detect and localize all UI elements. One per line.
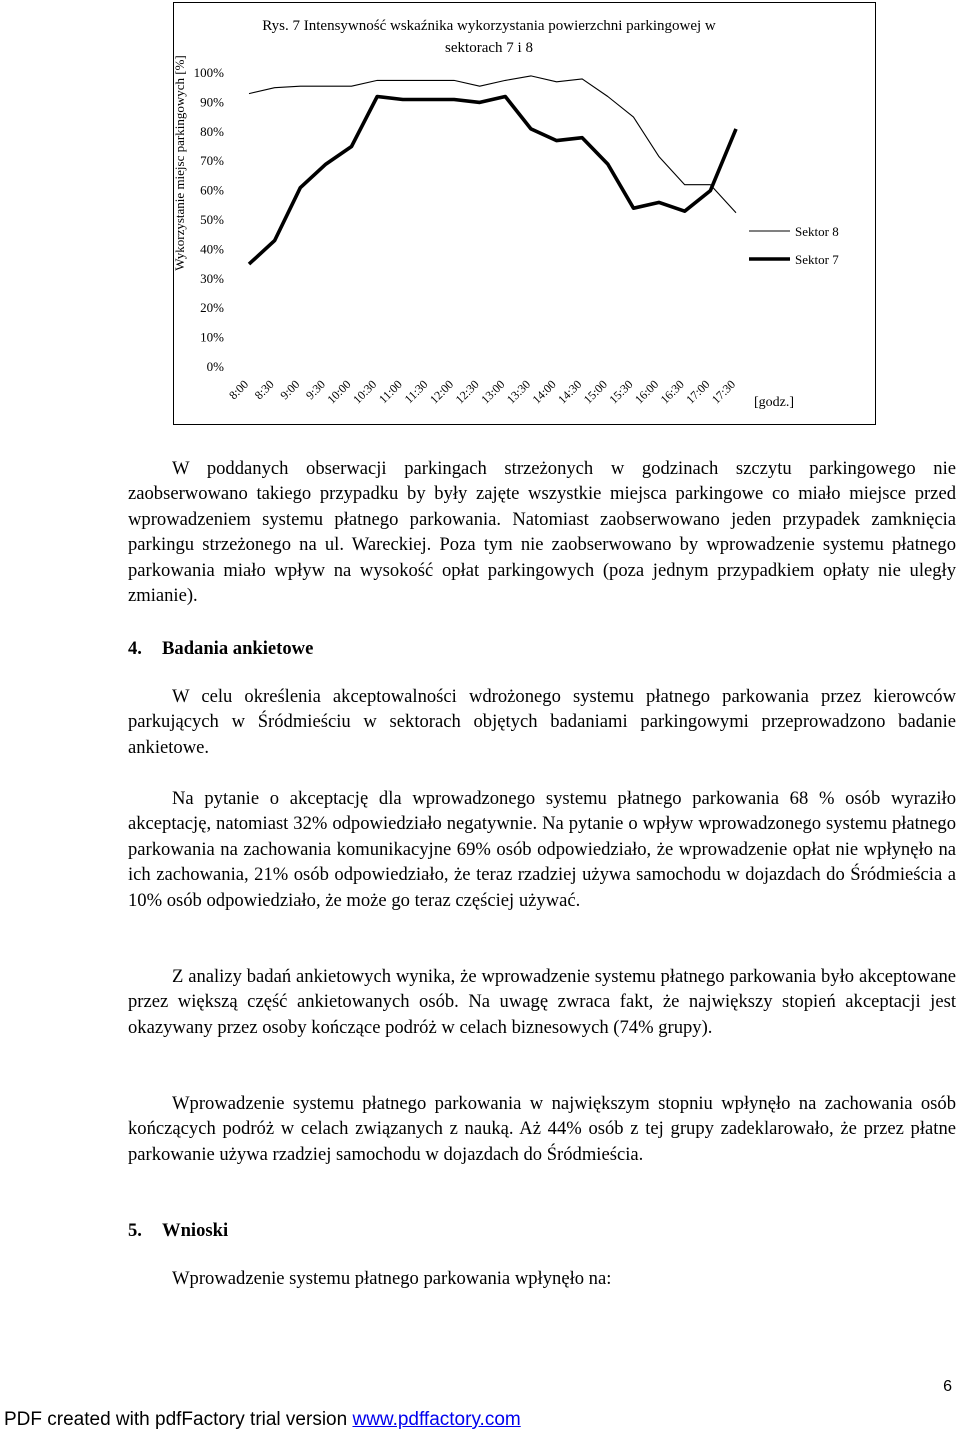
page-number: 6 bbox=[943, 1378, 952, 1395]
y-tick-label: 50% bbox=[200, 212, 224, 227]
chart-title-line-2: sektorach 7 i 8 bbox=[445, 40, 533, 56]
x-tick-label: 9:30 bbox=[303, 377, 329, 403]
y-tick-label: 70% bbox=[200, 153, 224, 169]
x-tick-label: 15:30 bbox=[606, 377, 636, 407]
section-title: Wnioski bbox=[162, 1220, 229, 1241]
x-tick-label: 16:30 bbox=[657, 377, 687, 407]
pdf-footer bbox=[4, 1409, 521, 1431]
paragraph-observations: W poddanych obserwacji parkingach strzeżonych w godzinach szczytu parkingowego nie zaobserwowano takiego przypadku by były zajęte wszystkie miejsca parkingowe co miało miejsce przed wprowadzeniem systemu płatnego parkowania. Natomiast zaobserwowano jeden przypadek zamknięcia parkingu strzeżonego na ul. Wareckiej. Poza tym nie zaobserwowano by wprowadzenie systemu płatnego parkowania miało wpływ na wysokość opłat parkingowych (poza jednym przypadkiem opłaty nie uległy zmianie). bbox=[128, 458, 956, 607]
y-tick-label: 60% bbox=[200, 182, 224, 198]
x-tick-label: 15:00 bbox=[580, 377, 610, 407]
footer-link[interactable]: www.pdffactory.com bbox=[352, 1409, 521, 1430]
paragraph-conclusions-intro: Wprowadzenie systemu płatnego parkowania wpłynęło na: bbox=[172, 1268, 612, 1289]
x-tick-label: 17:30 bbox=[708, 377, 739, 407]
x-tick-label: 17:00 bbox=[683, 377, 713, 407]
chart-title-line-1: Rys. 7 Intensywność wskaźnika wykorzystania powierzchni parkingowej w bbox=[262, 18, 716, 34]
x-tick-label: 13:00 bbox=[478, 377, 508, 407]
y-tick-label: 20% bbox=[200, 300, 224, 316]
y-tick-label: 30% bbox=[200, 270, 224, 286]
section-number: 4. bbox=[128, 638, 142, 659]
legend-label-sektor-8: Sektor 8 bbox=[795, 224, 839, 239]
x-tick-label: 16:00 bbox=[631, 377, 662, 407]
y-tick-label: 10% bbox=[200, 329, 224, 345]
x-tick-label: 11:00 bbox=[375, 377, 405, 407]
x-tick-label: 10:30 bbox=[350, 377, 380, 407]
x-tick-label: 9:00 bbox=[277, 377, 303, 403]
x-tick-label: 14:00 bbox=[529, 377, 559, 407]
section-number: 5. bbox=[128, 1220, 142, 1241]
series-line-sektor-8 bbox=[249, 76, 736, 213]
y-tick-label: 0% bbox=[206, 359, 224, 374]
series-line-sektor-7 bbox=[249, 97, 736, 265]
x-tick-label: 14:30 bbox=[555, 377, 585, 407]
y-tick-label: 40% bbox=[200, 241, 224, 257]
section-heading-4 bbox=[128, 636, 313, 661]
y-tick-label: 90% bbox=[200, 94, 224, 110]
chart-plot bbox=[174, 3, 877, 426]
x-tick-label: 10:00 bbox=[324, 377, 354, 407]
x-tick-label: 11:30 bbox=[401, 377, 431, 407]
chart bbox=[173, 2, 876, 425]
paragraph-survey-intro: W celu określenia akceptowalności wdrożonego systemu płatnego parkowania przez kierowców parkujących w Śródmieściu w sektorach objętych badaniami parkingowymi przeprowadzono badanie ankietowe. bbox=[128, 686, 956, 758]
x-tick-label: 13:30 bbox=[503, 377, 534, 407]
paragraph-survey-results: Na pytanie o akceptację dla wprowadzonego systemu płatnego parkowania 68 % osób wyraziło akceptację, natomiast 32% odpowiedziało negatywnie. Na pytanie o wpływ wprowadzonego systemu płatnego parkowania na zachowania komunikacyjne 69% osób odpowiedziało, że wprowadzenie opłat nie wpłynęło na ich zachowania, 21% osób odpowiedziało, że teraz rzadziej używa samochodu w dojazdach do Śródmieścia a 10% osób odpowiedziało, że może go teraz częściej używać. bbox=[128, 788, 956, 911]
section-title: Badania ankietowe bbox=[162, 638, 314, 659]
y-tick-label: 100% bbox=[193, 65, 224, 80]
x-tick-label: 12:00 bbox=[426, 377, 457, 407]
paragraph-science-trips: Wprowadzenie systemu płatnego parkowania w największym stopniu wpłynęło na zachowania osób kończących podróż w celach związanych z nauką. Aż 44% osób z tej grupy zadeklarowało, że przez płatne parkowanie używa rzadziej samochodu w dojazdach do Śródmieścia. bbox=[128, 1093, 956, 1165]
y-axis-title: Wykorzystanie miejsc parkingowych [%] bbox=[172, 55, 187, 271]
footer-text: PDF created with pdfFactory trial version bbox=[4, 1409, 353, 1430]
section-heading-5 bbox=[128, 1218, 228, 1243]
paragraph-survey-analysis: Z analizy badań ankietowych wynika, że wprowadzenie systemu płatnego parkowania było akceptowane przez większą część ankietowanych osób. Na uwagę zwraca fakt, że największy stopień akceptacji jest okazywany przez osoby kończące podróż w celach biznesowych (74% grupy). bbox=[128, 966, 956, 1038]
x-axis-title: [godz.] bbox=[754, 395, 795, 410]
y-tick-label: 80% bbox=[200, 123, 224, 139]
x-tick-label: 12:30 bbox=[452, 377, 482, 407]
legend-label-sektor-7: Sektor 7 bbox=[795, 252, 839, 267]
x-tick-label: 8:30 bbox=[251, 377, 277, 403]
x-tick-label: 8:00 bbox=[226, 377, 252, 403]
